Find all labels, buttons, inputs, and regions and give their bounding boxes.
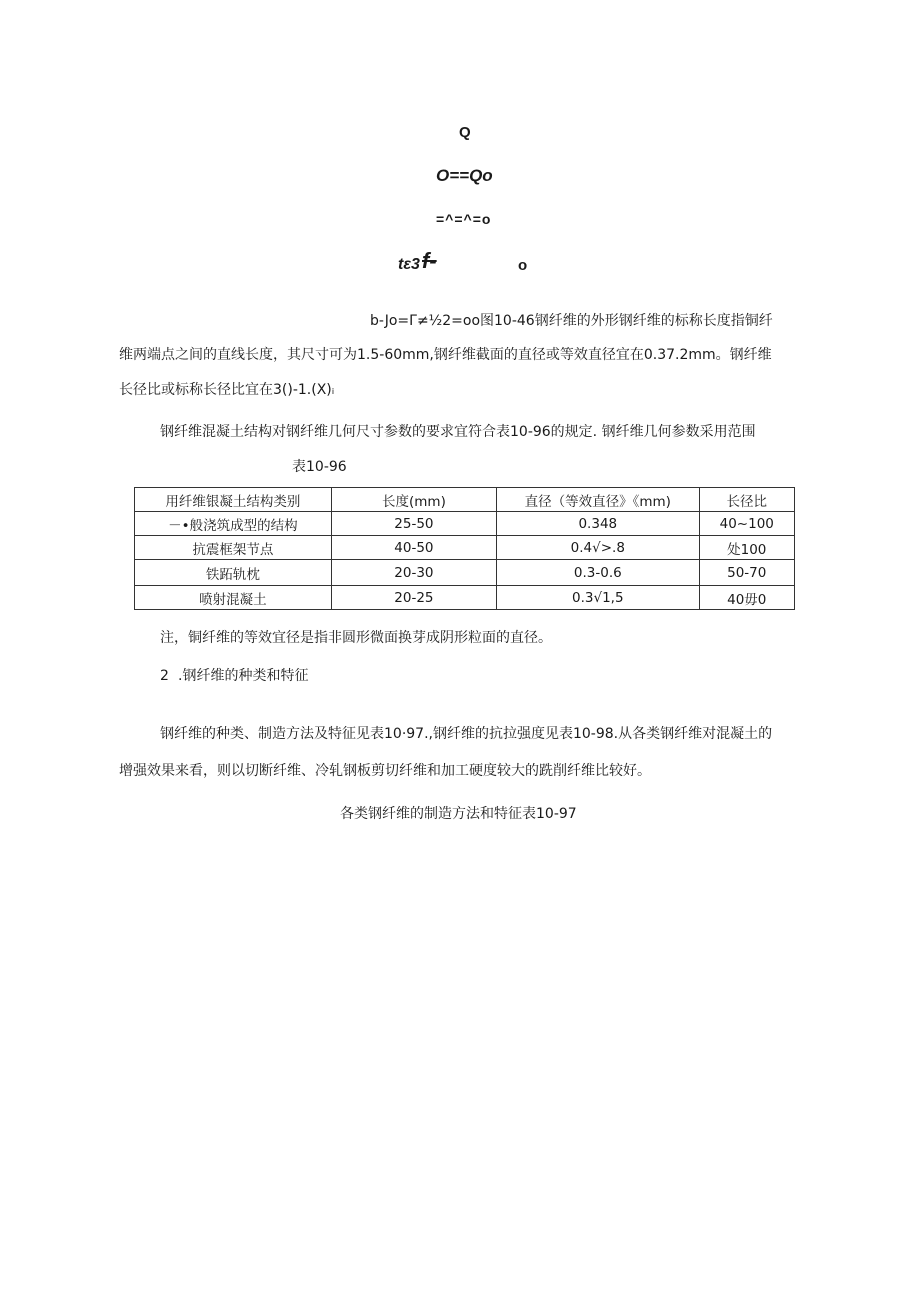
para1-line3: 长径比或标称长径比宜在3()-1.(X)ᵢ — [119, 382, 335, 398]
cell-aspect-ratio: 处100 — [699, 536, 795, 560]
para1-line2: 维两端点之间的直线长度，其尺寸可为1.5-60mm,钢纤维截面的直径或等效直径宜在0.37.2mm。钢纤维 — [119, 347, 772, 363]
figure-label-o: o — [518, 257, 528, 274]
cell-diameter: 0.4√>.8 — [497, 536, 699, 560]
figure-label-te3: tε3 — [398, 256, 420, 273]
cell-diameter: 0.3√1,5 — [497, 586, 699, 610]
cell-aspect-ratio: 50-70 — [699, 560, 795, 586]
para3-line1: 钢纤维的种类、制造方法及特征见表10·97.,钢纤维的抗拉强度见表10-98.从各类钢纤维对混凝土的 — [160, 726, 773, 742]
table-row — [135, 586, 795, 610]
cell-aspect-ratio: 40毋0 — [699, 586, 795, 610]
table-row — [135, 536, 795, 560]
cell-structure-type: 抗震框架节点 — [135, 536, 332, 560]
table-caption: 表10-96 — [292, 459, 347, 475]
cell-length: 20-25 — [331, 586, 496, 610]
table-note: 注，铜纤维的等效宜径是指非圆形微面换芽成阴形粒面的直径。 — [160, 630, 552, 646]
table-row — [135, 560, 795, 586]
figure-label-wave: =^=^=o — [436, 211, 492, 227]
spec-table — [134, 487, 795, 610]
para1-line1: b-Jo=Γ≠½2=oo图10-46钢纤维的外形钢纤维的标称长度指铜纤 — [370, 313, 773, 329]
table-header-row — [135, 488, 795, 512]
table-row — [135, 512, 795, 536]
cell-length: 20-30 — [331, 560, 496, 586]
cell-diameter: 0.348 — [497, 512, 699, 536]
cell-aspect-ratio: 40~100 — [699, 512, 795, 536]
cell-structure-type: 铁跖轨枕 — [135, 560, 332, 586]
cell-length: 40-50 — [331, 536, 496, 560]
section2-title: .钢纤维的种类和特征 — [178, 668, 309, 684]
para2: 钢纤维混凝土结构对钢纤维几何尺寸参数的要求宜符合表10-96的规定. 钢纤维几何参数采用范围 — [160, 424, 756, 440]
header-structure-type: 用纤维银凝土结构类别 — [135, 488, 332, 512]
cell-structure-type: 喷射混凝土 — [135, 586, 332, 610]
cell-length: 25-50 — [331, 512, 496, 536]
para3-line2: 增强效果来看，则以切断纤维、冷轧钢板剪切纤维和加工硬度较大的跣削纤维比较好。 — [119, 763, 651, 779]
header-length: 长度(mm) — [331, 488, 496, 512]
table2-caption: 各类钢纤维的制造方法和特征表10-97 — [340, 806, 577, 822]
figure-label-q: Q — [459, 124, 471, 141]
figure-label-f: f- — [422, 248, 437, 273]
header-diameter: 直径（等效直径》《mm) — [497, 488, 699, 512]
section2-number: 2 — [160, 668, 169, 684]
cell-structure-type: －•般浇筑成型的结构 — [135, 512, 332, 536]
cell-diameter: 0.3-0.6 — [497, 560, 699, 586]
header-aspect-ratio: 长径比 — [699, 488, 795, 512]
figure-label-oqo: O==Qo — [436, 166, 493, 185]
